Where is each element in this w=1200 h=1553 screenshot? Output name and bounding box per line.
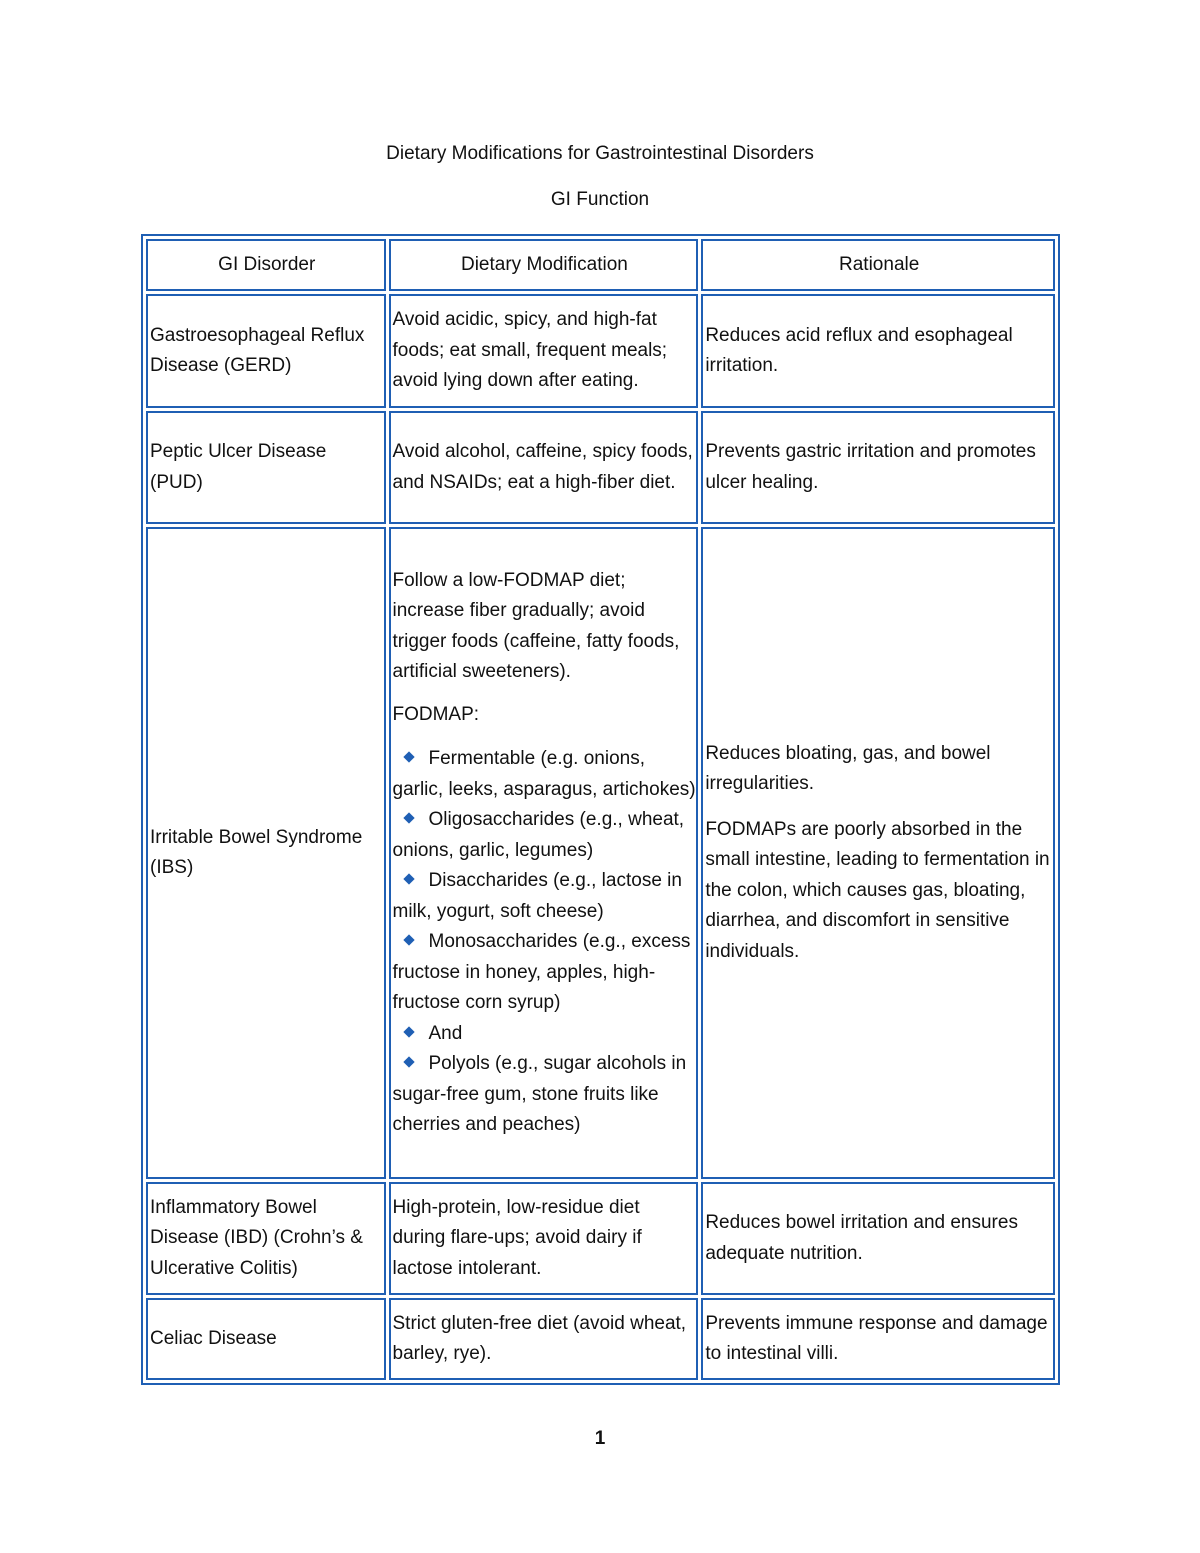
modification-cell: Strict gluten-free diet (avoid wheat, barley, rye). <box>389 1298 699 1380</box>
list-item <box>393 1049 697 1141</box>
modification-cell: Avoid alcohol, caffeine, spicy foods, and NSAIDs; eat a high-fiber diet. <box>389 411 699 524</box>
table-row-gerd <box>146 294 1055 408</box>
diamond-bullet-icon <box>403 812 414 823</box>
modification-text: Follow a low-FODMAP diet; increase fiber gradually; avoid trigger foods (caffeine, fatty foods, artificial sweeteners). <box>392 569 680 682</box>
table-row-ibd <box>146 1182 1055 1295</box>
table-row-pud <box>146 411 1055 524</box>
diamond-bullet-icon <box>403 1056 414 1067</box>
header-gi-disorder: GI Disorder <box>146 239 386 291</box>
modification-cell: High-protein, low-residue diet during flare-ups; avoid dairy if lactose intolerant. <box>389 1182 699 1295</box>
rationale-extra-text: FODMAPs are poorly absorbed in the small intestine, leading to fermentation in the colon, which causes gas, bloating, diarrhea, and discomfort in sensitive individuals. <box>705 818 1050 962</box>
list-item <box>393 744 697 805</box>
list-item <box>393 805 697 866</box>
modification-cell <box>389 527 699 1179</box>
list-item <box>393 927 697 1019</box>
rationale-text: Reduces bloating, gas, and bowel irregularities. <box>705 742 991 795</box>
disorder-cell: Gastroesophageal Reflux Disease (GERD) <box>146 294 386 408</box>
header-rationale: Rationale <box>701 239 1055 291</box>
table-row-celiac <box>146 1298 1055 1380</box>
list-item-text: Monosaccharides (e.g., excess fructose in honey, apples, high-fructose corn syrup) <box>392 931 691 1013</box>
list-item-text: Oligosaccharides (e.g., wheat, onions, garlic, legumes) <box>392 809 685 861</box>
diamond-bullet-icon <box>403 873 414 884</box>
rationale-cell: Reduces acid reflux and esophageal irritation. <box>701 294 1055 408</box>
table-row-ibs <box>146 527 1055 1179</box>
list-item-text: Polyols (e.g., sugar alcohols in sugar-free gum, stone fruits like cherries and peaches) <box>392 1053 687 1135</box>
fodmap-label: FODMAP: <box>392 703 480 725</box>
list-item-text: Fermentable (e.g. onions, garlic, leeks, asparagus, artichokes) <box>392 748 696 800</box>
list-item <box>393 866 697 927</box>
disorder-cell: Irritable Bowel Syndrome (IBS) <box>146 527 386 1179</box>
document-subtitle: GI Function <box>550 189 650 210</box>
list-item-text: And <box>428 1022 463 1044</box>
modification-cell: Avoid acidic, spicy, and high-fat foods; eat small, frequent meals; avoid lying down after eating. <box>389 294 699 408</box>
diamond-bullet-icon <box>403 1026 414 1037</box>
diamond-bullet-icon <box>403 751 414 762</box>
disorder-cell: Inflammatory Bowel Disease (IBD) (Crohn’s & Ulcerative Colitis) <box>146 1182 386 1295</box>
rationale-cell: Reduces bowel irritation and ensures adequate nutrition. <box>701 1182 1055 1295</box>
rationale-cell <box>701 527 1055 1179</box>
diamond-bullet-icon <box>403 934 414 945</box>
disorder-cell: Peptic Ulcer Disease (PUD) <box>146 411 386 524</box>
rationale-cell: Prevents gastric irritation and promotes ulcer healing. <box>701 411 1055 524</box>
page-number: 1 <box>594 1428 606 1449</box>
table-header-row <box>146 239 1055 291</box>
rationale-cell: Prevents immune response and damage to intestinal villi. <box>701 1298 1055 1380</box>
document-title: Dietary Modifications for Gastrointestinal Disorders <box>386 143 814 164</box>
header-dietary-modification: Dietary Modification <box>389 239 699 291</box>
list-item <box>393 1019 697 1050</box>
list-item-text: Disaccharides (e.g., lactose in milk, yogurt, soft cheese) <box>392 870 682 922</box>
gi-disorders-table <box>141 234 1060 1385</box>
disorder-cell: Celiac Disease <box>146 1298 386 1380</box>
